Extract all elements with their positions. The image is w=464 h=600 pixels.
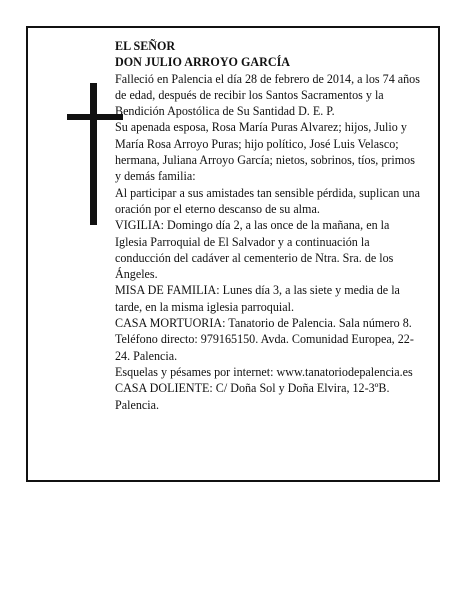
online-condolences: Esquelas y pésames por internet: www.tanatoriodepalencia.es	[115, 364, 413, 379]
family-home-address: CASA DOLIENTE: C/ Doña Sol y Doña Elvira, 12-3ºB. Palencia.	[115, 381, 390, 412]
death-announcement: Falleció en Palencia el día 28 de febrero de 2014, a los 74 años de edad, después de recibir los Santos Sacramentos y la Bendición Apostólica de Su Santidad D. E. P.	[115, 71, 420, 119]
obituary-text	[115, 38, 420, 413]
cross-icon-vertical	[90, 83, 97, 225]
family-mass-details: MISA DE FAMILIA: Lunes día 3, a las siete y media de la tarde, en la misma iglesia parroquial.	[115, 283, 400, 314]
title-line-1: EL SEÑOR	[115, 39, 176, 53]
funeral-home-details: CASA MORTUORIA: Tanatorio de Palencia. Sala número 8. Teléfono directo: 979165150. Avda. Comunidad Europea, 22-24. Palencia.	[115, 316, 414, 363]
deceased-name: DON JULIO ARROYO GARCÍA	[115, 55, 291, 70]
prayer-request: Al participar a sus amistades tan sensible pérdida, suplican una oración por el eterno descanso de su alma.	[115, 185, 420, 216]
vigil-details: VIGILIA: Domingo día 2, a las once de la mañana, en la Iglesia Parroquial de El Salvador y a continuación la conducción del cadáver al cementerio de Ntra. Sra. de los Ángeles.	[115, 218, 394, 282]
family-members: Su apenada esposa, Rosa María Puras Alvarez; hijos, Julio y María Rosa Arroyo Puras; hijo político, José Luis Velasco; hermana, Juliana Arroyo García; nietos, sobrinos, tíos, primos y demás familia:	[115, 120, 415, 184]
